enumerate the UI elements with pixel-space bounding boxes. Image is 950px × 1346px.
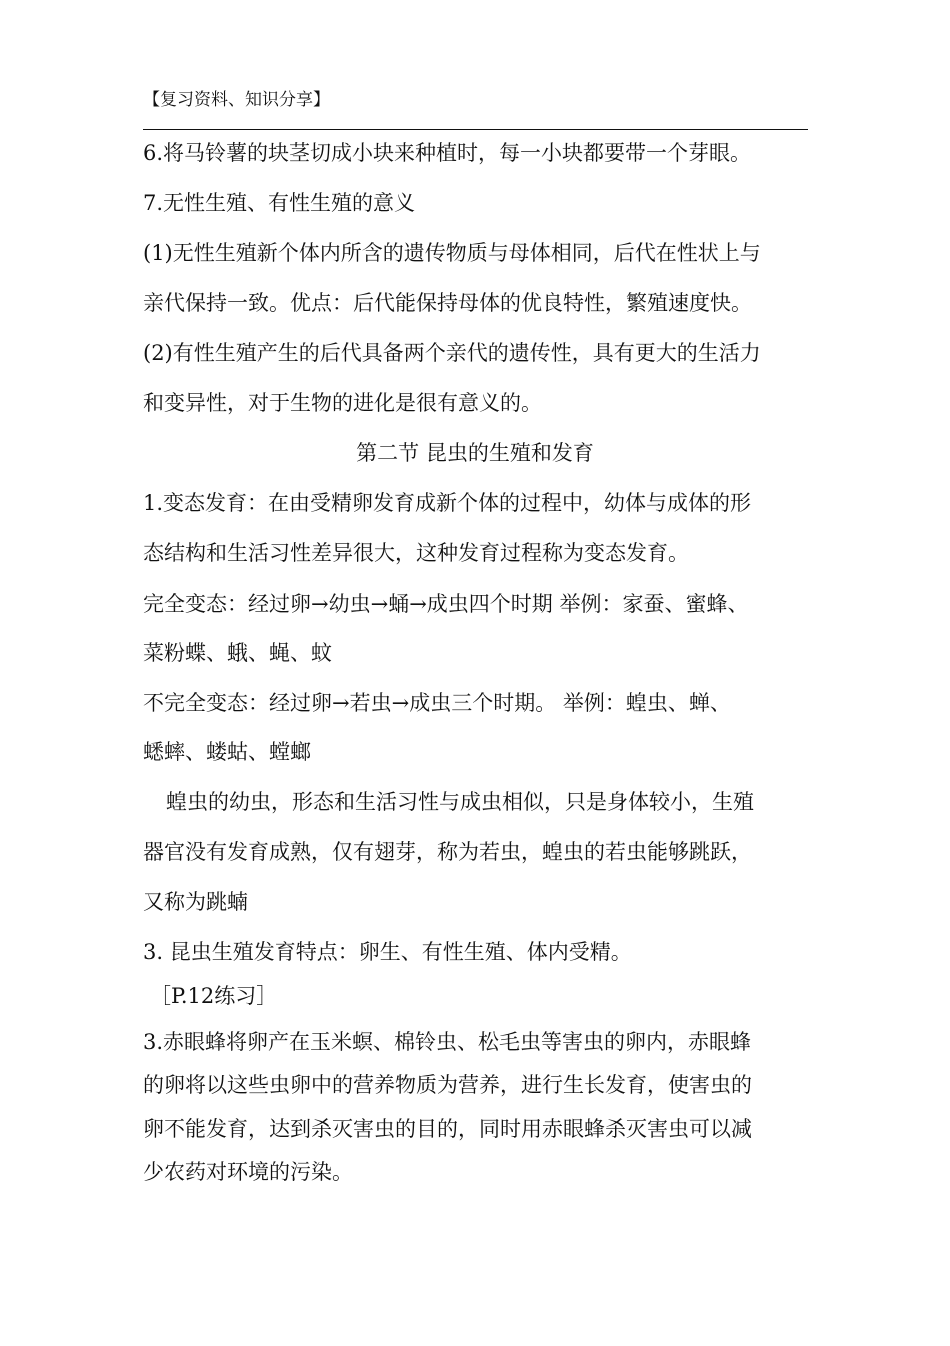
text-line-nymph-2: 器官没有发育成熟，仅有翅芽，称为若虫，蝗虫的若虫能够跳跃， (143, 840, 752, 864)
page-header: 【复习资料、知识分享】 (143, 90, 330, 110)
text-line-asexual-2: 亲代保持一致。优点：后代能保持母体的优良特性，繁殖速度快。 (143, 291, 752, 315)
text-line-wasp-3: 卵不能发育，达到杀灭害虫的目的，同时用赤眼蜂杀灭害虫可以减 (143, 1117, 752, 1141)
header-rule (143, 129, 808, 130)
text-line-complete-1: 完全变态：经过卵→幼虫→蛹→成虫四个时期 举例：家蚕、蜜蜂、 (143, 592, 749, 616)
text-line-insect-traits: 3. 昆虫生殖发育特点：卵生、有性生殖、体内受精。 (143, 940, 632, 964)
text-line-sexual-1: (2)有性生殖产生的后代具备两个亲代的遗传性，具有更大的生活力 (143, 341, 761, 365)
text-line-metamorphosis-1: 1.变态发育：在由受精卵发育成新个体的过程中，幼体与成体的形 (143, 491, 752, 515)
text-line-6: 6.将马铃薯的块茎切成小块来种植时，每一小块都要带一个芽眼。 (143, 141, 752, 165)
text-line-incomplete-1: 不完全变态：经过卵→若虫→成虫三个时期。 举例：蝗虫、蝉、 (143, 691, 731, 715)
text-line-incomplete-2: 蟋蟀、蝼蛄、螳螂 (143, 740, 311, 764)
text-line-7: 7.无性生殖、有性生殖的意义 (143, 191, 416, 215)
text-line-nymph-1: 蝗虫的幼虫，形态和生活习性与成虫相似，只是身体较小，生殖 (166, 790, 754, 814)
text-line-wasp-1: 3.赤眼蜂将卵产在玉米螟、棉铃虫、松毛虫等害虫的卵内，赤眼蜂 (143, 1030, 752, 1054)
text-line-asexual-1: (1)无性生殖新个体内所含的遗传物质与母体相同，后代在性状上与 (143, 241, 761, 265)
text-line-nymph-3: 又称为跳蝻 (143, 890, 248, 914)
section-title: 第二节 昆虫的生殖和发育 (356, 441, 594, 465)
text-line-wasp-2: 的卵将以这些虫卵中的营养物质为营养，进行生长发育，使害虫的 (143, 1073, 752, 1097)
text-line-wasp-4: 少农药对环境的污染。 (143, 1160, 353, 1184)
text-line-metamorphosis-2: 态结构和生活习性差异很大，这种发育过程称为变态发育。 (143, 541, 689, 565)
exercise-label: ［P.12练习］ (150, 984, 278, 1008)
text-line-complete-2: 菜粉蝶、蛾、蝇、蚊 (143, 641, 332, 665)
text-line-sexual-2: 和变异性，对于生物的进化是很有意义的。 (143, 391, 542, 415)
